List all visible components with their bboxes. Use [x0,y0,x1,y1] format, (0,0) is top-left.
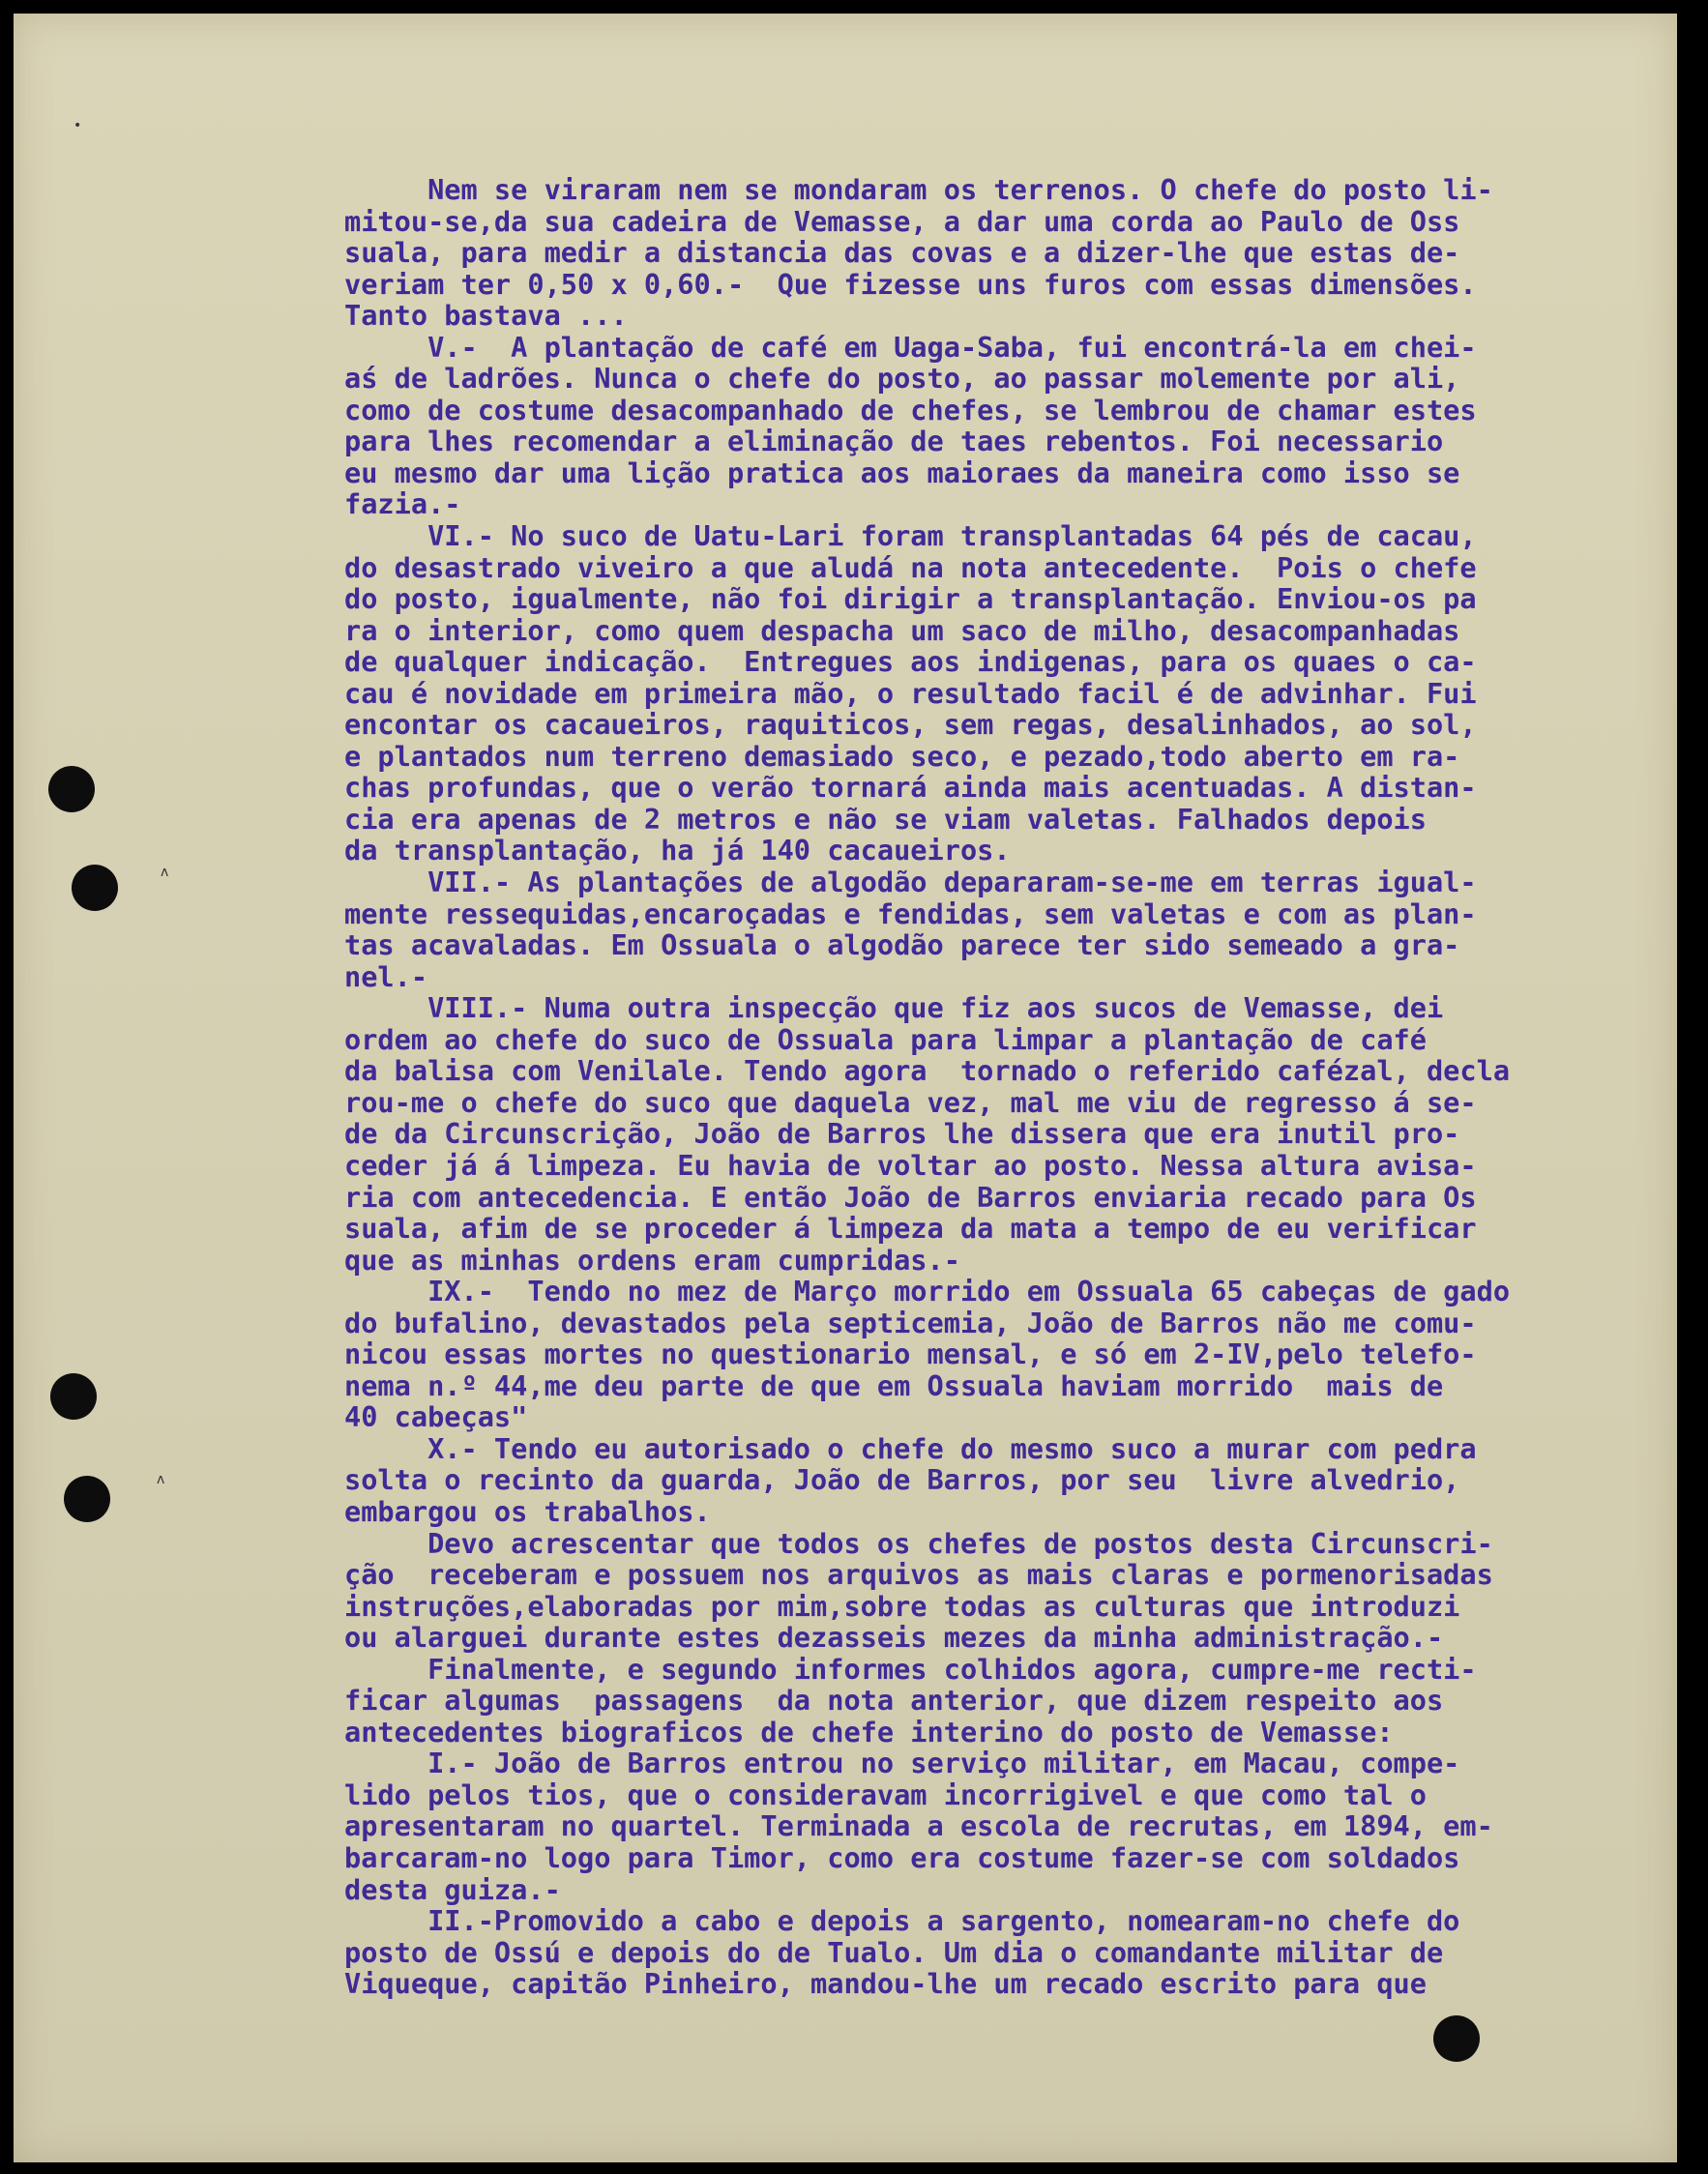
punch-hole [64,1476,110,1522]
text-line: ra o interior, como quem despacha um saco de milho, desacompanhadas [344,613,1460,647]
text-line: nicou essas mortes no questionario mensal, e só em 2-IV,pelo telefo- [344,1337,1477,1371]
text-line: de qualquer indicação. Entregues aos indigenas, para os quaes o ca- [344,645,1477,679]
text-line: do posto, igualmente, não foi dirigir a transplantação. Enviou-os pa [344,582,1477,616]
text-line: ordem ao chefe do suco de Ossuala para limpar a plantação de café [344,1022,1427,1056]
text-line: VIII.- Numa outra inspecção que fiz aos sucos de Vemasse, dei [344,991,1444,1025]
text-line: embargou os trabalhos. [344,1494,711,1528]
ink-speck: ʌ [161,865,169,880]
text-line: cau é novidade em primeira mão, o resultado facil é de advinhar. Fui [344,676,1477,710]
text-line: ou alarguei durante estes dezasseis mezes da minha administração.- [344,1621,1444,1655]
text-line: da balisa com Venilale. Tendo agora tornado o referido cafézal, decla [344,1054,1511,1088]
ink-speck: • [74,118,82,133]
text-line: que as minhas ordens eram cumpridas.- [344,1243,960,1277]
text-line: II.-Promovido a cabo e depois a sargento, nomearam-no chefe do [344,1904,1460,1938]
text-line: X.- Tendo eu autorisado o chefe do mesmo suco a murar com pedra [344,1431,1477,1465]
text-line: I.- João de Barros entrou no serviço militar, em Macau, compe- [344,1747,1460,1780]
text-line: ceder já á limpeza. Eu havia de voltar ao posto. Nessa altura avisa- [344,1148,1477,1182]
text-line: nema n.º 44,me deu parte de que em Ossuala haviam morrido mais de [344,1368,1444,1402]
text-line: desta guiza.- [344,1872,561,1906]
text-line: chas profundas, que o verão tornará ainda mais acentuadas. A distan- [344,771,1477,805]
text-line: Finalmente, e segundo informes colhidos agora, cumpre-me recti- [344,1652,1477,1686]
text-line: cia era apenas de 2 metros e não se viam valetas. Falhados depois [344,802,1427,836]
text-line: mitou-se,da sua cadeira de Vemasse, a dar uma corda ao Paulo de Oss [344,204,1460,238]
text-line: ficar algumas passagens da nota anterior, que dizem respeito aos [344,1684,1444,1718]
text-line: Viqueque, capitão Pinheiro, mandou-lhe um recado escrito para que [344,1967,1427,2001]
text-line: de da Circunscrição, João de Barros lhe dissera que era inutil pro- [344,1117,1460,1151]
text-line: Tanto bastava ... [344,299,628,333]
text-line: como de costume desacompanhado de chefes, se lembrou de chamar estes [344,393,1477,426]
text-line: mente ressequidas,encaroçadas e fendidas, sem valetas e com as plan- [344,896,1477,930]
text-line: nel.- [344,959,428,993]
text-line: fazia.- [344,487,461,521]
text-line: apresentaram no quartel. Terminada a escola de recrutas, em 1894, em- [344,1809,1493,1843]
text-line: IX.- Tendo no mez de Março morrido em Ossuala 65 cabeças de gado [344,1275,1511,1308]
text-line: posto de Ossú e depois do de Tualo. Um dia o comandante militar de [344,1935,1444,1969]
text-line: instruções,elaboradas por mim,sobre todas as culturas que introduzi [344,1589,1460,1623]
punch-hole [72,865,118,911]
text-line: ria com antecedencia. E então João de Barros enviaria recado para Os [344,1180,1477,1214]
text-line: Devo acrescentar que todos os chefes de postos desta Circunscri- [344,1526,1493,1560]
punch-hole [1433,2015,1480,2062]
text-line: 40 cabeças" [344,1400,528,1434]
text-line: VII.- As plantações de algodão depararam-se-me em terras igual- [344,866,1477,899]
text-line: ção receberam e possuem nos arquivos as mais claras e pormenorisadas [344,1558,1493,1592]
text-line: aś de ladrões. Nunca o chefe do posto, ao passar molemente por ali, [344,362,1460,396]
text-line: veriam ter 0,50 x 0,60.- Que fizesse uns furos com essas dimensões. [344,267,1477,301]
text-line: do desastrado viveiro a que aludá na nota antecedente. Pois o chefe [344,550,1477,584]
text-line: Nem se viraram nem se mondaram os terrenos. O chefe do posto li- [344,173,1493,206]
text-line: suala, afim de se proceder á limpeza da mata a tempo de eu verificar [344,1212,1477,1246]
text-line: e plantados num terreno demasiado seco, e pezado,todo aberto em ra- [344,739,1460,773]
text-line: eu mesmo dar uma lição pratica aos maioraes da maneira como isso se [344,455,1460,489]
text-line: rou-me o chefe do suco que daquela vez, mal me viu de regresso á se- [344,1085,1477,1119]
punch-hole [48,766,95,812]
text-line: encontar os cacaueiros, raquiticos, sem regas, desalinhados, ao sol, [344,708,1477,742]
text-line: da transplantação, ha já 140 cacaueiros. [344,834,1011,867]
text-line: VI.- No suco de Uatu-Lari foram transplantadas 64 pés de cacau, [344,519,1477,553]
text-line: V.- A plantação de café em Uaga-Saba, fui encontrá-la em chei- [344,330,1477,364]
text-line: suala, para medir a distancia das covas e a dizer-lhe que estas de- [344,236,1460,270]
text-line: antecedentes biograficos de chefe interino do posto de Vemasse: [344,1715,1394,1748]
punch-hole [50,1373,97,1420]
text-line: para lhes recomendar a eliminação de taes rebentos. Foi necessario [344,425,1444,458]
text-line: do bufalino, devastados pela septicemia, João de Barros não me comu- [344,1306,1477,1339]
text-line: solta o recinto da guarda, João de Barros, por seu livre alvedrio, [344,1463,1460,1497]
text-line: barcaram-no logo para Timor, como era costume fazer-se com soldados [344,1840,1460,1874]
text-line: tas acavaladas. Em Ossuala o algodão parece ter sido semeado a gra- [344,928,1460,962]
ink-speck: ʌ [157,1472,165,1487]
text-line: lido pelos tios, que o consideravam incorrigivel e que como tal o [344,1777,1427,1811]
typewritten-text [344,174,1669,2000]
